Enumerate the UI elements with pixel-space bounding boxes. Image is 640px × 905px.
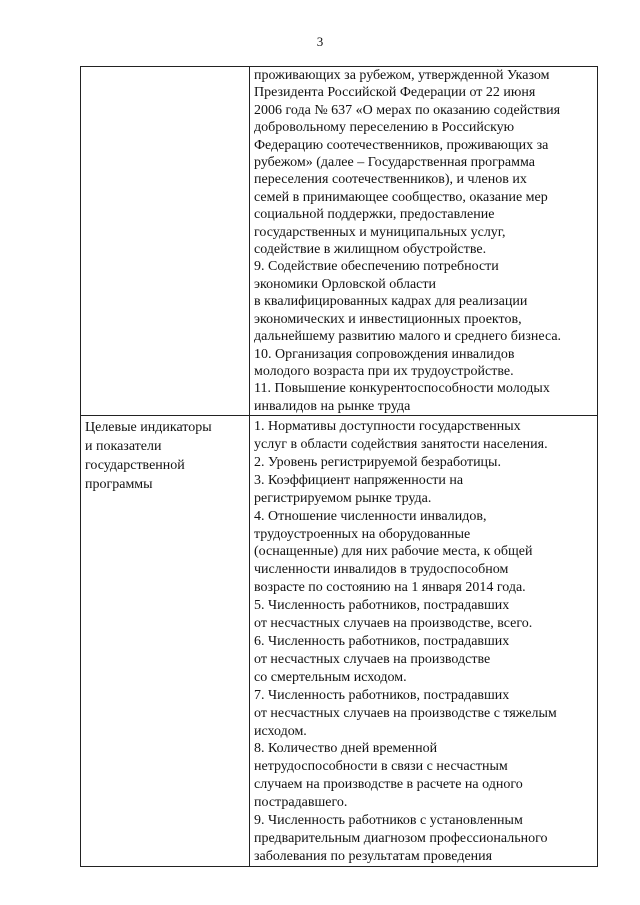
text-line: семей в принимающее сообщество, оказание мер — [254, 189, 548, 205]
text-line: рубежом» (далее – Государственная программа — [254, 155, 535, 171]
text-line: 7. Численность работников, пострадавших — [254, 687, 510, 703]
text-line: экономики Орловской области — [254, 276, 437, 292]
row-text-cell — [250, 67, 598, 416]
text-line: нетрудоспособности в связи с несчастным — [254, 759, 508, 775]
text-line: молодого возраста при их трудоустройстве. — [254, 363, 514, 379]
text-line: 3. Коэффициент напряженности на — [254, 472, 464, 488]
text-line: 8. Количество дней временной — [254, 741, 438, 757]
text-line: (оснащенные) для них рабочие места, к общей — [254, 544, 533, 560]
text-line: 2006 года № 637 «О мерах по оказанию содействия — [254, 102, 561, 118]
text-line: в квалифицированных кадрах для реализации — [254, 294, 528, 310]
label-line: Целевые индикаторы — [85, 420, 212, 436]
text-line: исходом. — [254, 723, 307, 739]
text-line: 10. Организация сопровождения инвалидов — [254, 346, 515, 362]
text-line: Президента Российской Федерации от 22 июня — [254, 85, 536, 101]
row-label-cell — [81, 67, 250, 416]
text-line: регистрируемом рынке труда. — [254, 490, 432, 506]
text-line: переселения соотечественников), и членов их — [254, 172, 527, 188]
text-line: дальнейшему развитию малого и среднего бизнеса. — [254, 329, 562, 345]
text-line: пострадавшего. — [254, 795, 348, 811]
label-line: государственной — [85, 458, 185, 474]
label-line: и показатели — [85, 439, 162, 455]
text-line: 2. Уровень регистрируемой безработицы. — [254, 454, 501, 470]
text-line: 4. Отношение численности инвалидов, — [254, 508, 487, 524]
text-line: 1. Нормативы доступности государственных — [254, 419, 521, 435]
text-line: государственных и муниципальных услуг, — [254, 224, 506, 240]
text-line: инвалидов на рынке труда — [254, 398, 411, 414]
text-line: возрасте по состоянию на 1 января 2014 года. — [254, 580, 526, 596]
text-line: Федерацию соотечественников, проживающих за — [254, 137, 549, 153]
row-label-cell — [81, 416, 250, 867]
text-line: экономических и инвестиционных проектов, — [254, 311, 522, 327]
text-line: социальной поддержки, предоставление — [254, 207, 495, 223]
label-line: программы — [85, 477, 153, 493]
text-line: содействие в жилищном обустройстве. — [254, 242, 487, 258]
text-line: со смертельным исходом. — [254, 669, 407, 685]
text-line: трудоустроенных на оборудованные — [254, 526, 471, 542]
text-line: проживающих за рубежом, утвержденной Указом — [254, 68, 550, 83]
page-number: 3 — [316, 34, 324, 49]
text-line: 9. Численность работников с установленным — [254, 813, 523, 829]
text-line: численности инвалидов в трудоспособном — [254, 562, 509, 578]
text-line: случаем на производстве в расчете на одного — [254, 777, 523, 793]
text-line: 9. Содействие обеспечению потребности — [254, 259, 499, 275]
text-line: от несчастных случаев на производстве, всего. — [254, 616, 533, 632]
table-row — [81, 67, 598, 416]
text-line: добровольному переселению в Российскую — [254, 120, 515, 136]
row-text-cell — [250, 416, 598, 867]
text-line: от несчастных случаев на производстве — [254, 651, 491, 667]
program-passport-table — [80, 66, 598, 867]
text-line: 11. Повышение конкурентоспособности молодых — [254, 381, 550, 397]
text-line: 6. Численность работников, пострадавших — [254, 634, 510, 649]
text-line: предварительным диагнозом профессионального — [254, 830, 548, 846]
text-line: от несчастных случаев на производстве с тяжелым — [254, 705, 557, 721]
table-row — [81, 416, 598, 867]
text-line: заболевания по результатам проведения — [254, 848, 493, 864]
text-line: 5. Численность работников, пострадавших — [254, 598, 510, 614]
text-line: услуг в области содействия занятости населения. — [254, 437, 548, 453]
